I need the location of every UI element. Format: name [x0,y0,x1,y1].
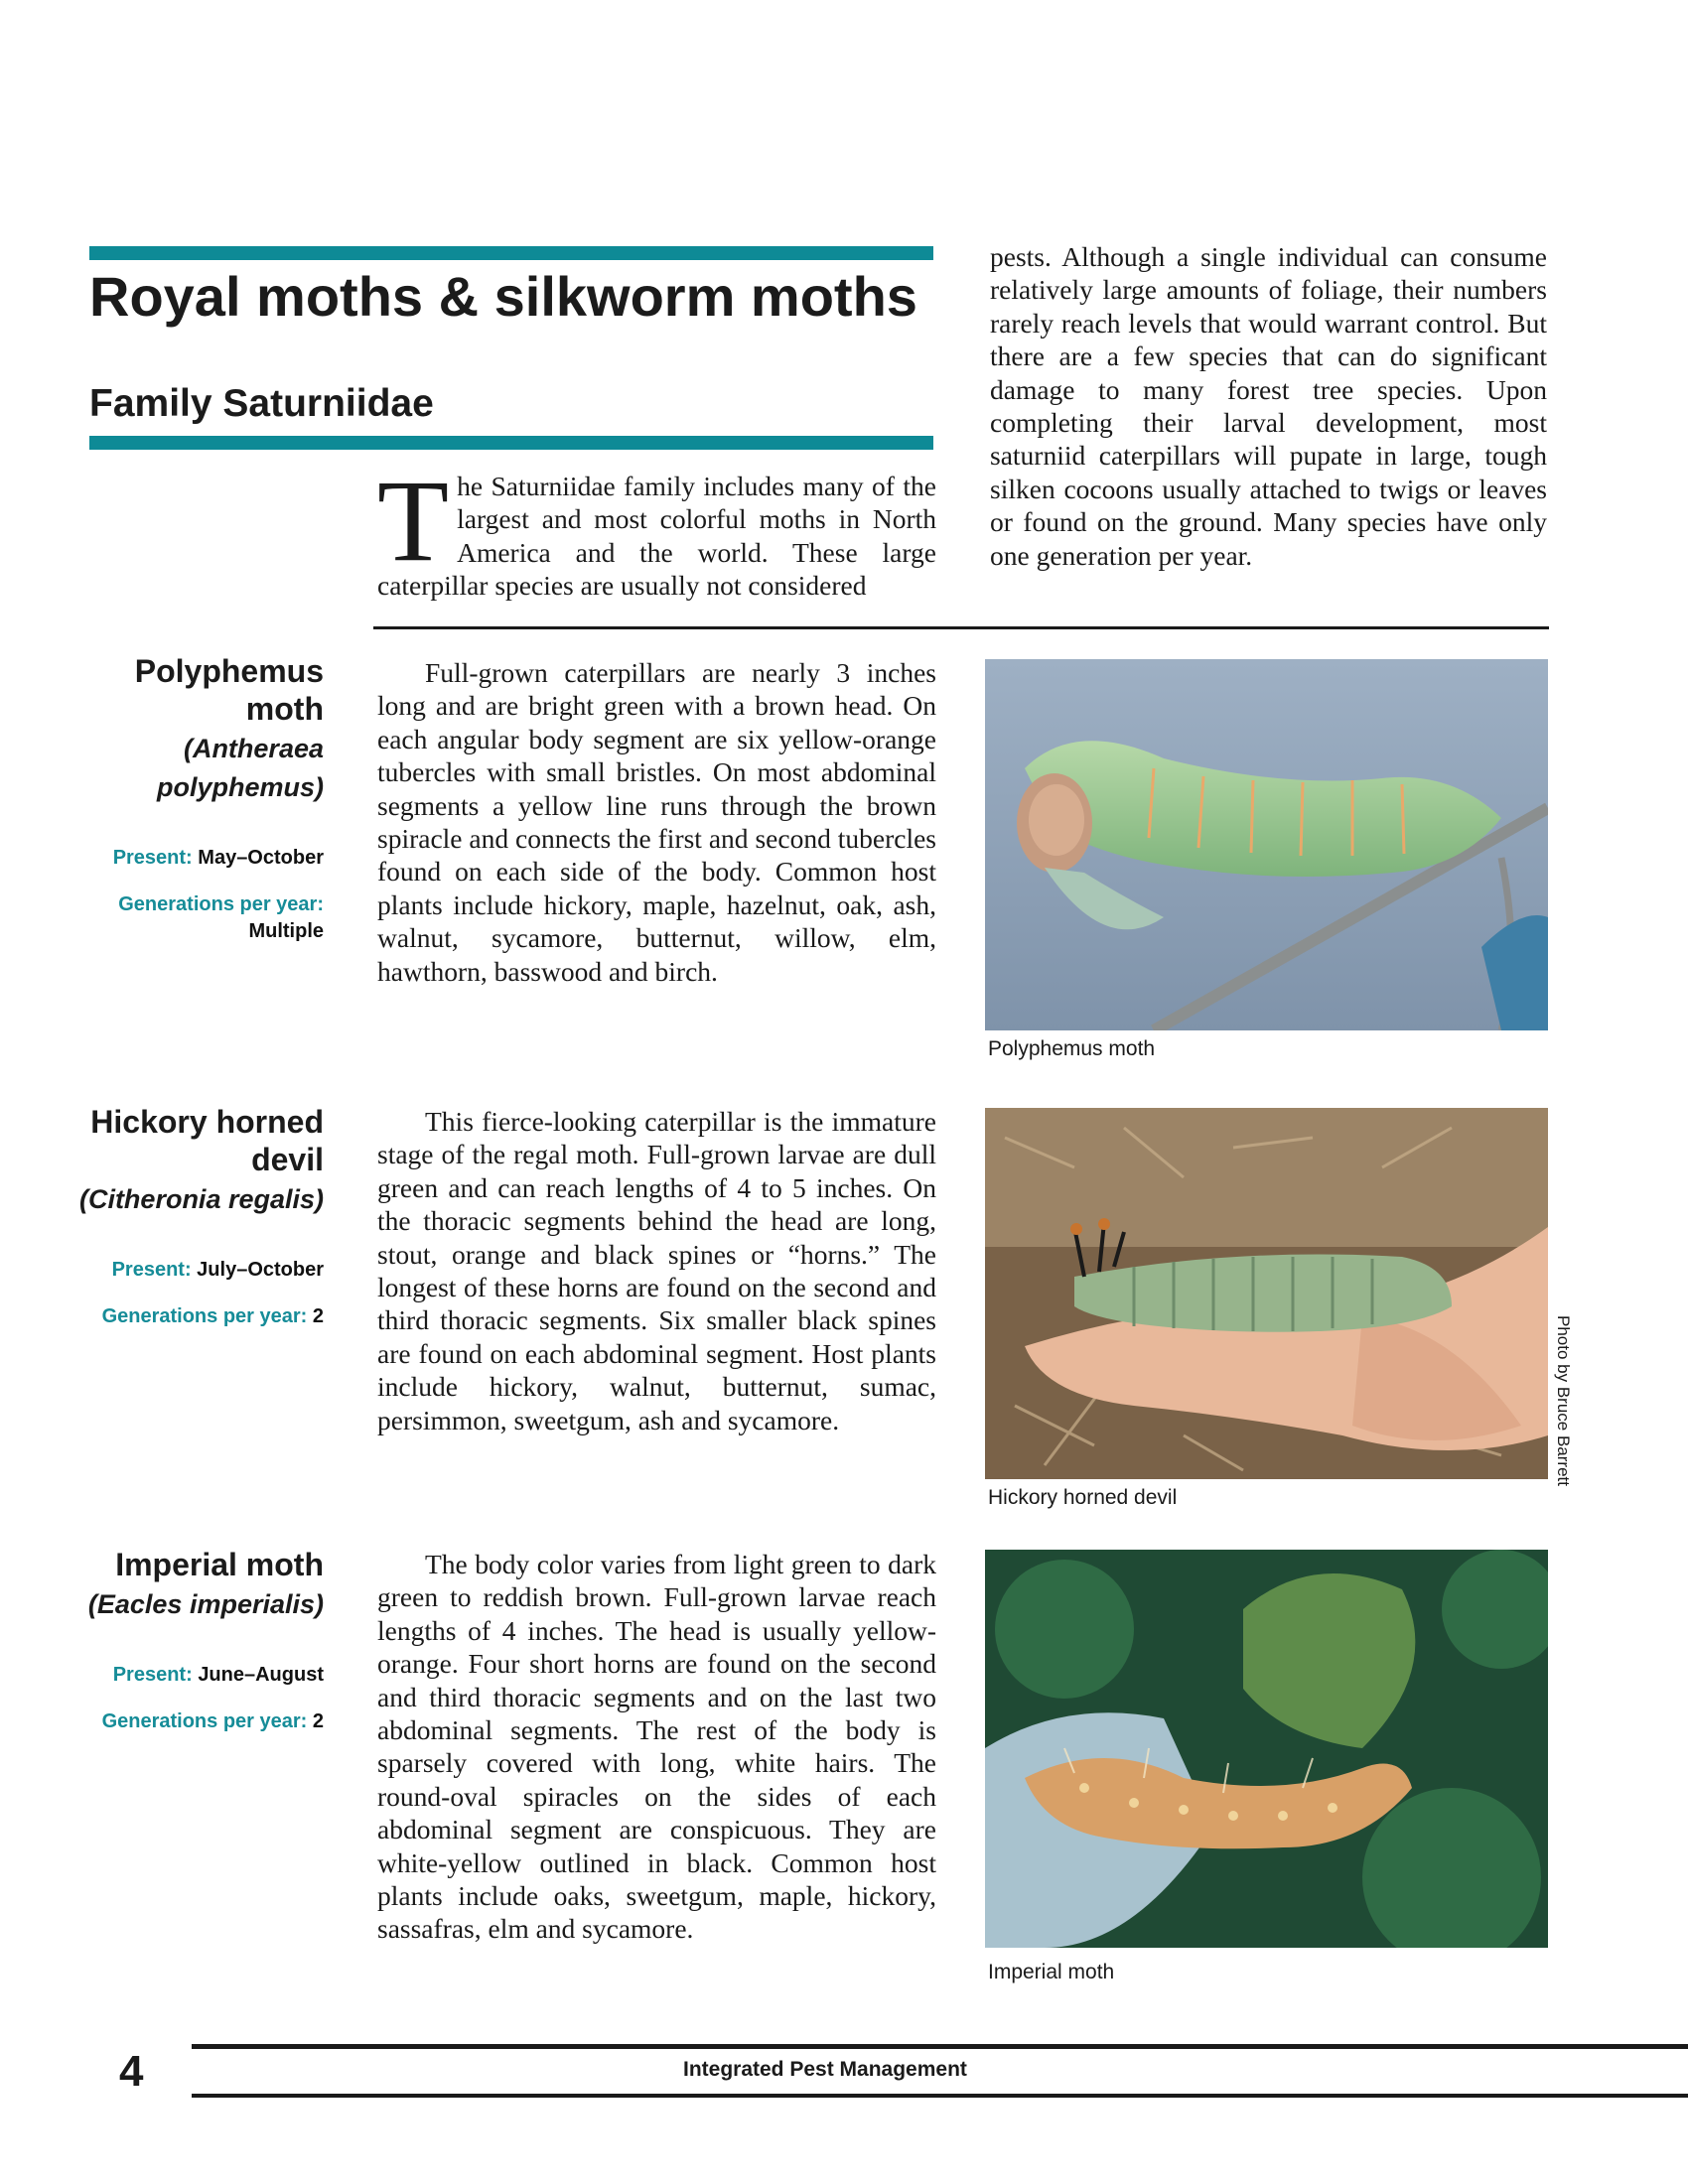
present-row: Present: June–August [112,1664,324,1686]
species-scientific-name: (Citheronia regalis) [78,1184,324,1214]
section-divider [373,626,1549,629]
species-sidebar-hickory [60,1103,324,1330]
hickory-horned-devil-photo [985,1108,1548,1479]
drop-cap: T [377,456,450,586]
species-name: Imperial moth [115,1547,324,1582]
species-sidebar-imperial [60,1546,324,1735]
present-row: Present: July–October [111,1259,324,1281]
species-scientific-name: (Antheraea polyphemus) [156,734,324,802]
species-description-hickory: This fierce-looking caterpillar is the immature stage of the regal moth. Full-grown larvae are dull green and can reach lengths of 4 to 5 inches. On the thoracic segments behind the head are long, stout, orange and black spines or “horns.” The longest of these horns are found on the second and third thoracic segments. Six smaller black spines are found on each abdominal segment. Host plants include hickory, walnut, butternut, sumac, persimmon, sweetgum, ash and sycamore. [377,1106,936,1435]
footer-rule-bottom [192,2094,1688,2098]
page-number: 4 [119,2047,144,2096]
hickory-caption: Hickory horned devil [988,1486,1178,1509]
species-description-imperial: The body color varies from light green to dark green to reddish brown. Full-grown larvae reach lengths of 4 inches. The head is usually yellow-orange. Four short horns are found on the second and third thoracic segments and on the last two abdominal segments. The rest of the body is sparsely covered with long, white hairs. The round-oval spiracles on the sides of each abdominal segment are conspicuous. They are white-yellow outlined in black. Common host plants include oaks, sweetgum, maple, hickory, sassafras, elm and sycamore. [377,1549,936,1945]
footer-rule-top [192,2044,1688,2049]
intro-column-right [990,240,1547,572]
photo-credit: Photo by Bruce Barrett [1554,1315,1573,1486]
polyphemus-photo [985,659,1548,1030]
header-top-rule [89,246,933,260]
family-subtitle: Family Saturniidae [89,382,434,425]
species-scientific-name: (Eacles imperialis) [87,1589,324,1619]
header-bottom-rule [89,436,933,450]
page-title: Royal moths & silkworm moths [89,265,917,328]
footer-publication: Integrated Pest Management [683,2058,967,2081]
species-sidebar-polyphemus [60,652,324,945]
intro-paragraph-right: pests. Although a single individual can consume relatively large amounts of foliage, their numbers rarely reach levels that would warrant control. But there are a few species that can do significant damage to many forest tree species. Upon completing their larval development, most saturniid caterpillars will pupate in large, tough silken cocoons usually attached to twigs or leaves or found on the ground. Many species have only one generation per year. [990,241,1547,571]
imperial-caption: Imperial moth [988,1961,1115,1983]
intro-column-left [377,456,936,603]
polyphemus-caption: Polyphemus moth [988,1037,1156,1060]
generations-label: Generations per year: [118,893,324,915]
generations-row: Generations per year: 2 [101,1710,324,1732]
generations-row: Generations per year: 2 [101,1305,324,1327]
intro-paragraph-left: The Saturniidae family includes many of the largest and most colorful moths in North America and the world. These large caterpillar species are usually not considered [377,456,936,602]
species-name: Hickory horned devil [90,1104,324,1177]
present-row: Present: May–October [112,847,324,869]
generations-value: Multiple [248,920,324,942]
imperial-moth-photo [985,1550,1548,1948]
species-description-polyphemus: Full-grown caterpillars are nearly 3 inches long and are bright green with a brown head. On each angular body segment are six yellow-orange tubercles with small bristles. On most abdominal segments a yellow line runs through the brown spiracle and connects the first and second tubercles found on each side of the body. Common host plants include hickory, maple, hazelnut, oak, ash, walnut, sycamore, butternut, willow, elm, hawthorn, basswood and birch. [377,657,936,987]
species-name: Polyphemus moth [134,653,324,727]
